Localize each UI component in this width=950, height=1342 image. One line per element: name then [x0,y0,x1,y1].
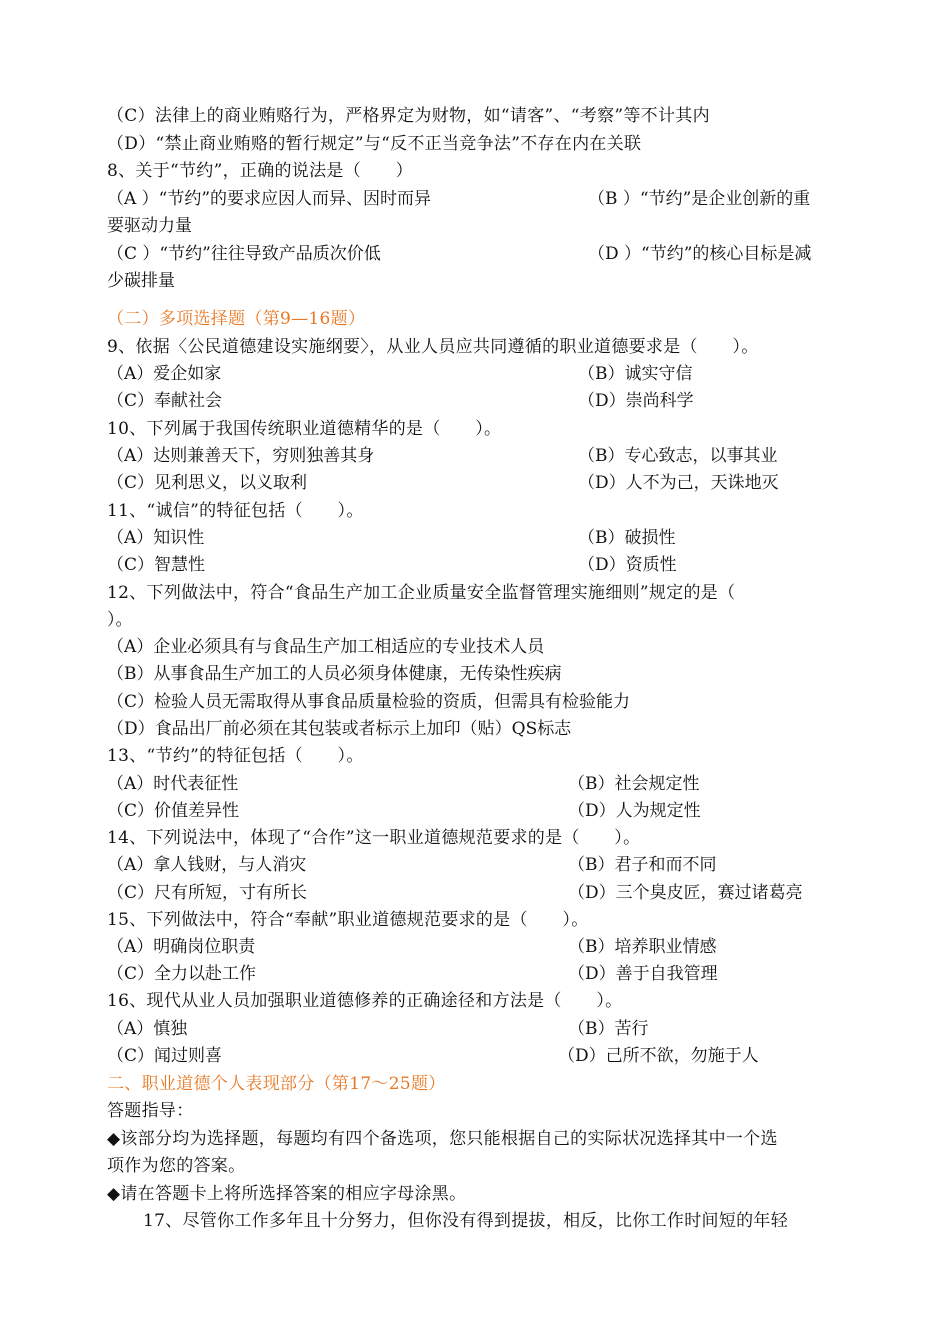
q8-stem: 8、关于“节约”，正确的说法是（ ） [107,161,413,181]
q15-option-a: （A）明确岗位职责 [107,937,256,957]
q14-option-b: （B）君子和而不同 [568,855,717,875]
q12-option-c: （C）检验人员无需取得从事食品质量检验的资质，但需具有检验能力 [107,692,631,712]
part2-title: 二、职业道德个人表现部分（第17～25题） [107,1074,446,1094]
q7-option-d: （D）“禁止商业贿赂的暂行规定”与“反不正当竞争法”不存在内在关联 [107,134,642,154]
q11-option-c: （C）智慧性 [107,555,206,575]
q8-option-d: （D ）“节约”的核心目标是减 [588,244,812,264]
q9-option-d: （D）崇尚科学 [578,391,694,411]
q11-option-d: （D）资质性 [578,555,677,575]
q16-option-b: （B）苦行 [568,1019,649,1039]
q12-option-d: （D）食品出厂前必须在其包装或者标示上加印（贴）QS标志 [107,719,572,739]
q9-stem: 9、依据〈公民道德建设实施纲要〉，从业人员应共同遵循的职业道德要求是（ ）。 [107,337,759,357]
q14-option-c: （C）尺有所短，寸有所长 [107,883,308,903]
q14-stem: 14、下列说法中，体现了“合作”这一职业道德规范要求的是（ ）。 [107,828,641,848]
q9-option-a: （A）爱企如家 [107,364,222,384]
guide-item-1: ◆该部分均为选择题，每题均有四个备选项，您只能根据自己的实际状况选择其中一个选 [107,1129,778,1149]
q9-option-c: （C）奉献社会 [107,391,223,411]
q17-stem: 17、尽管你工作多年且十分努力，但你没有得到提拔，相反，比你工作时间短的年轻 [143,1211,789,1231]
guide-item-1-cont: 项作为您的答案。 [107,1156,246,1176]
q7-option-c: （C）法律上的商业贿赂行为，严格界定为财物，如“请客”、“考察”等不计其内 [107,106,710,126]
q8-option-b-cont: 要驱动力量 [107,216,192,236]
q11-stem: 11、“诚信”的特征包括（ ）。 [107,501,364,521]
q13-stem: 13、“节约”的特征包括（ ）。 [107,746,364,766]
q16-option-a: （A）慎独 [107,1019,188,1039]
q9-option-b: （B）诚实守信 [578,364,693,384]
q16-option-c: （C）闻过则喜 [107,1046,223,1066]
guide-item-2: ◆请在答题卡上将所选择答案的相应字母涂黑。 [107,1184,467,1204]
q12-stem: 12、下列做法中，符合“食品生产加工企业质量安全监督管理实施细则”规定的是（ [107,583,736,603]
q15-stem: 15、下列做法中，符合“奉献”职业道德规范要求的是（ ）。 [107,910,589,930]
q16-option-d: （D）己所不欲，勿施于人 [558,1046,759,1066]
q12-option-a: （A）企业必须具有与食品生产加工相适应的专业技术人员 [107,637,545,657]
q13-option-d: （D）人为规定性 [568,801,701,821]
q14-option-a: （A）拿人钱财，与人消灾 [107,855,307,875]
q13-option-b: （B）社会规定性 [568,774,700,794]
q10-option-c: （C）见利思义，以义取利 [107,473,308,493]
q10-option-d: （D）人不为己，天诛地灭 [578,473,779,493]
q12-option-b: （B）从事食品生产加工的人员必须身体健康，无传染性疾病 [107,664,562,684]
q15-option-b: （B）培养职业情感 [568,937,717,957]
q10-stem: 10、下列属于我国传统职业道德精华的是（ ）。 [107,419,502,439]
q13-option-a: （A）时代表征性 [107,774,239,794]
guide-label: 答题指导： [107,1101,194,1121]
q15-option-c: （C）全力以赴工作 [107,964,257,984]
q11-option-b: （B）破损性 [578,528,676,548]
q8-option-d-cont: 少碳排量 [107,271,175,291]
q10-option-a: （A）达则兼善天下，穷则独善其身 [107,446,375,466]
q13-option-c: （C）价值差异性 [107,801,240,821]
section-multi-choice-title: （二）多项选择题（第9—16题） [107,309,366,329]
q12-stem-cont: ）。 [107,610,133,630]
q16-stem: 16、现代从业人员加强职业道德修养的正确途径和方法是（ ）。 [107,991,623,1011]
q8-option-a: （A ）“节约”的要求应因人而异、因时而异 [107,189,432,209]
q11-option-a: （A）知识性 [107,528,205,548]
q8-option-b: （B ）“节约”是企业创新的重 [588,189,811,209]
q10-option-b: （B）专心致志，以事其业 [578,446,778,466]
q14-option-d: （D）三个臭皮匠，赛过诸葛亮 [568,883,803,903]
q15-option-d: （D）善于自我管理 [568,964,718,984]
q8-option-c: （C ）“节约”往往导致产品质次价低 [107,244,381,264]
